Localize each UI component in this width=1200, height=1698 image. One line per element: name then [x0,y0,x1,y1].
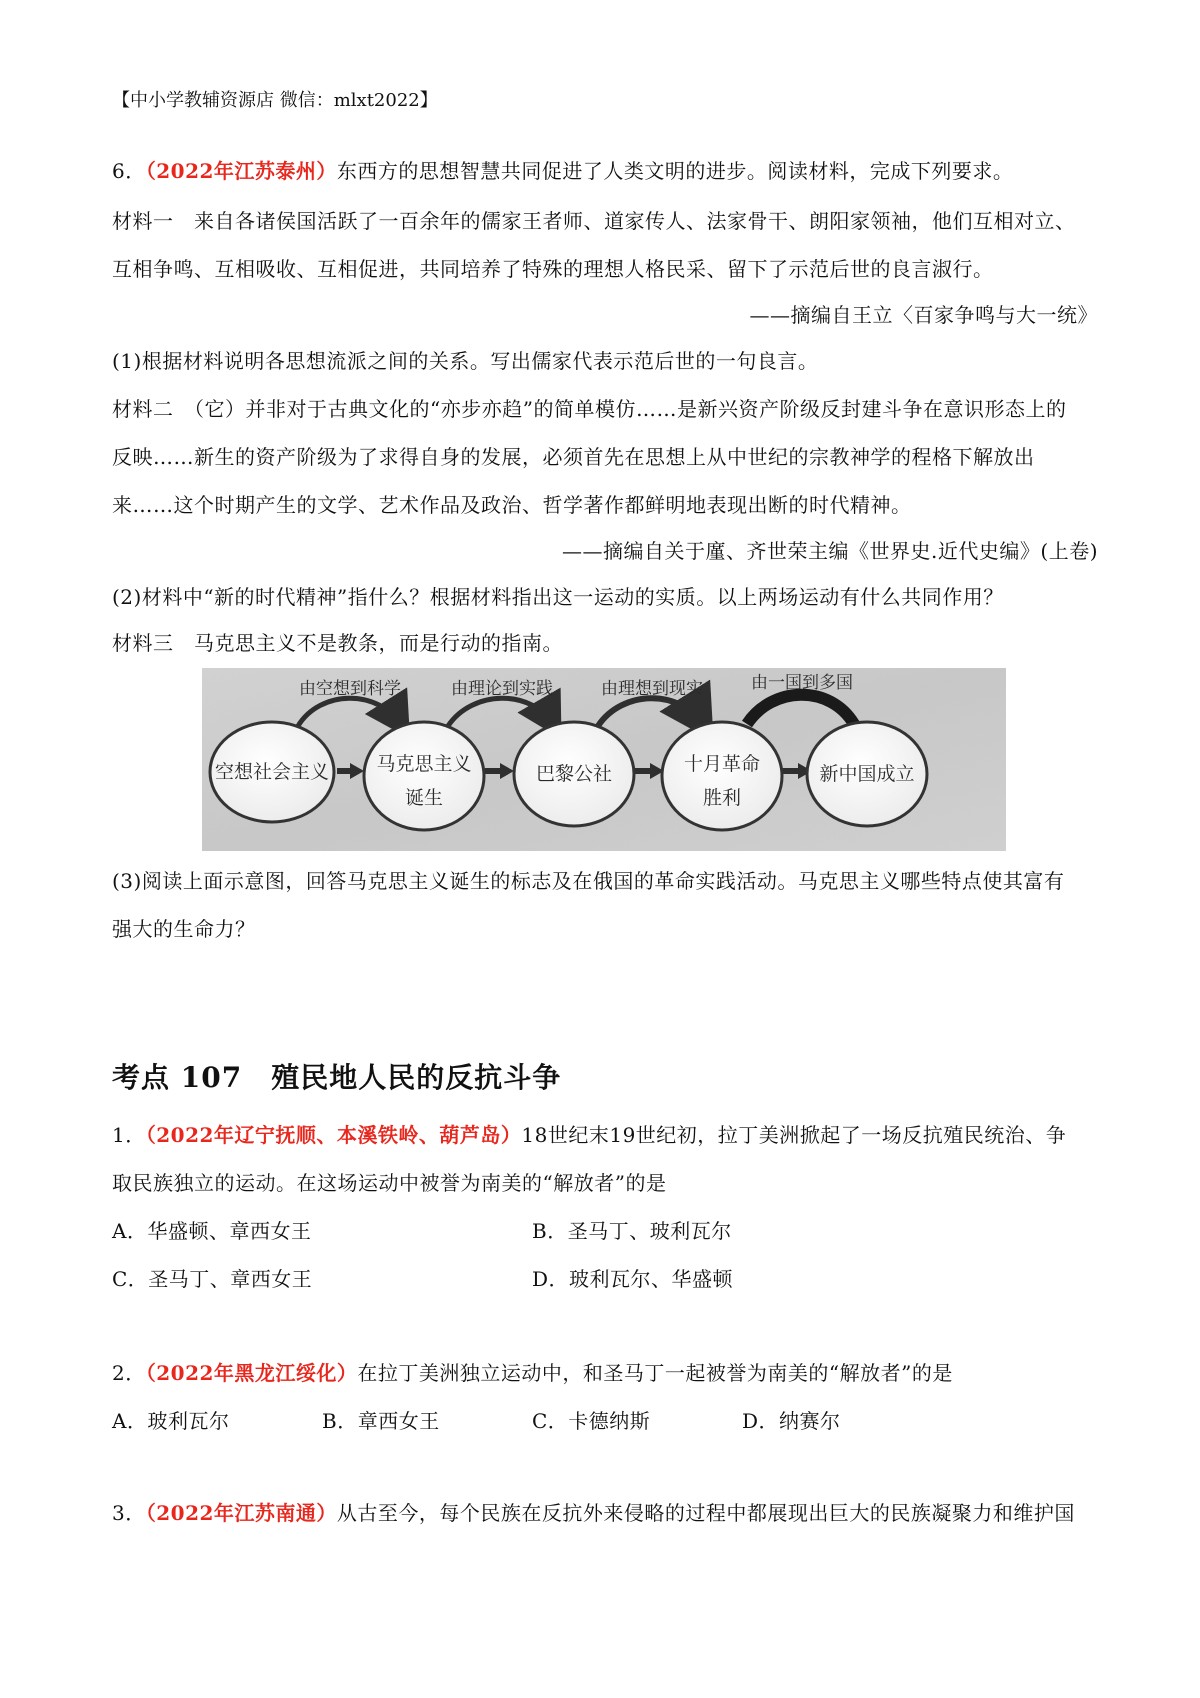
arc-label-2: 由理论到实践 [451,679,553,699]
mcq2-number: 2． [112,1361,146,1385]
mcq3-source: （2022年江苏南通） [145,1501,337,1525]
material3: 材料三 马克思主义不是教条，而是行动的指南。 [112,631,563,655]
q6-subquestion-3-line2: 强大的生命力？ [112,917,256,941]
mcq2-option-b[interactable]: B．章西女王 [322,1409,440,1433]
material2-line1: 材料二 （它）并非对于古典文化的“亦步亦趋”的简单模仿……是新兴资产阶级反封建斗争在意识形态上的 [112,397,1067,421]
mcq1-stem-line2: 取民族独立的运动。在这场运动中被誉为南美的“解放者”的是 [112,1171,667,1195]
mcq2-option-a[interactable]: A．玻利瓦尔 [112,1409,230,1433]
mcq2-stem-line [112,1348,953,1398]
arc-label-1: 由空想到科学 [299,679,401,699]
q6-source: （2022年江苏泰州） [145,159,337,183]
q6-number: 6． [112,159,146,183]
mcq1-option-a[interactable]: A．华盛顿、章西女王 [112,1219,312,1243]
node-label-new-china: 新中国成立 [819,763,915,785]
mcq1-source: （2022年辽宁抚顺、本溪铁岭、葫芦岛） [145,1123,522,1147]
node-label-utopian-socialism: 空想社会主义 [214,761,330,783]
node-october-revolution [662,722,782,830]
node-label-paris-commune: 巴黎公社 [535,763,613,785]
q6-subquestion-3-line1: (3)阅读上面示意图，回答马克思主义诞生的标志及在俄国的革命实践活动。马克思主义哪些特点使其富有 [112,869,1065,893]
mcq1-option-d[interactable]: D．玻利瓦尔、华盛顿 [532,1267,734,1291]
mcq1-option-b[interactable]: B．圣马丁、玻利瓦尔 [532,1219,732,1243]
q6-stem-line [112,146,1013,196]
material1-line2: 互相争鸣、互相吸收、互相促进，共同培养了特殊的理想人格民采、留下了示范后世的良言淑行。 [112,257,994,281]
shop-header: 【中小学教辅资源店 微信：mlxt2022】 [112,90,438,111]
material2-line2: 反映……新生的资产阶级为了求得自身的发展，必须首先在思想上从中世纪的宗教神学的程格下解放出 [112,445,1035,469]
mcq2-option-d[interactable]: D．纳赛尔 [742,1409,841,1433]
mcq2-option-c[interactable]: C．卡德纳斯 [532,1409,651,1433]
material1-citation: ——摘编自王立〈百家争鸣与大一统》 [749,303,1098,327]
node-marxism-birth [364,722,484,830]
arc-label-4: 由一国到多国 [751,673,853,693]
node-label-marxism: 马克思主义 [376,753,472,775]
mcq3-stem: 从古至今，每个民族在反抗外来侵略的过程中都展现出巨大的民族凝聚力和维护国 [336,1501,1075,1525]
q6-subquestion-1: (1)根据材料说明各思想流派之间的关系。写出儒家代表示范后世的一句良言。 [112,349,819,373]
mcq1-stem-line1 [112,1110,1066,1160]
mcq3-stem-line [112,1488,1075,1538]
section-title: 考点 107 殖民地人民的反抗斗争 [112,1061,562,1094]
mcq3-number: 3． [112,1501,146,1525]
arc-label-3: 由理想到现实 [601,679,703,699]
node-label-victory: 胜利 [702,787,742,809]
material2-line3: 来……这个时期产生的文学、艺术作品及政治、哲学著作都鲜明地表现出断的时代精神。 [112,493,912,517]
q6-stem: 东西方的思想智慧共同促进了人类文明的进步。阅读材料，完成下列要求。 [336,159,1014,183]
mcq1-option-c[interactable]: C．圣马丁、章西女王 [112,1267,313,1291]
node-label-birth: 诞生 [404,787,444,809]
marxism-development-diagram [202,668,1006,851]
mcq1-stem: 18世纪末19世纪初，拉丁美洲掀起了一场反抗殖民统治、争 [521,1123,1067,1147]
mcq2-source: （2022年黑龙江绥化） [145,1361,358,1385]
material1-line1: 材料一 来自各诸侯国活跃了一百余年的儒家王者师、道家传人、法家骨干、朗阳家领袖，他们互相对立、 [112,209,1076,233]
material2-citation: ——摘编自关于廑、齐世荣主编《世界史.近代史编》(上卷) [562,539,1098,563]
mcq1-number: 1． [112,1123,146,1147]
q6-subquestion-2: (2)材料中“新的时代精神”指什么？根据材料指出这一运动的实质。以上两场运动有什么共同作用？ [112,585,1004,609]
mcq2-stem: 在拉丁美洲独立运动中，和圣马丁一起被誉为南美的“解放者”的是 [357,1361,953,1385]
node-label-october-revolution: 十月革命 [683,753,761,775]
